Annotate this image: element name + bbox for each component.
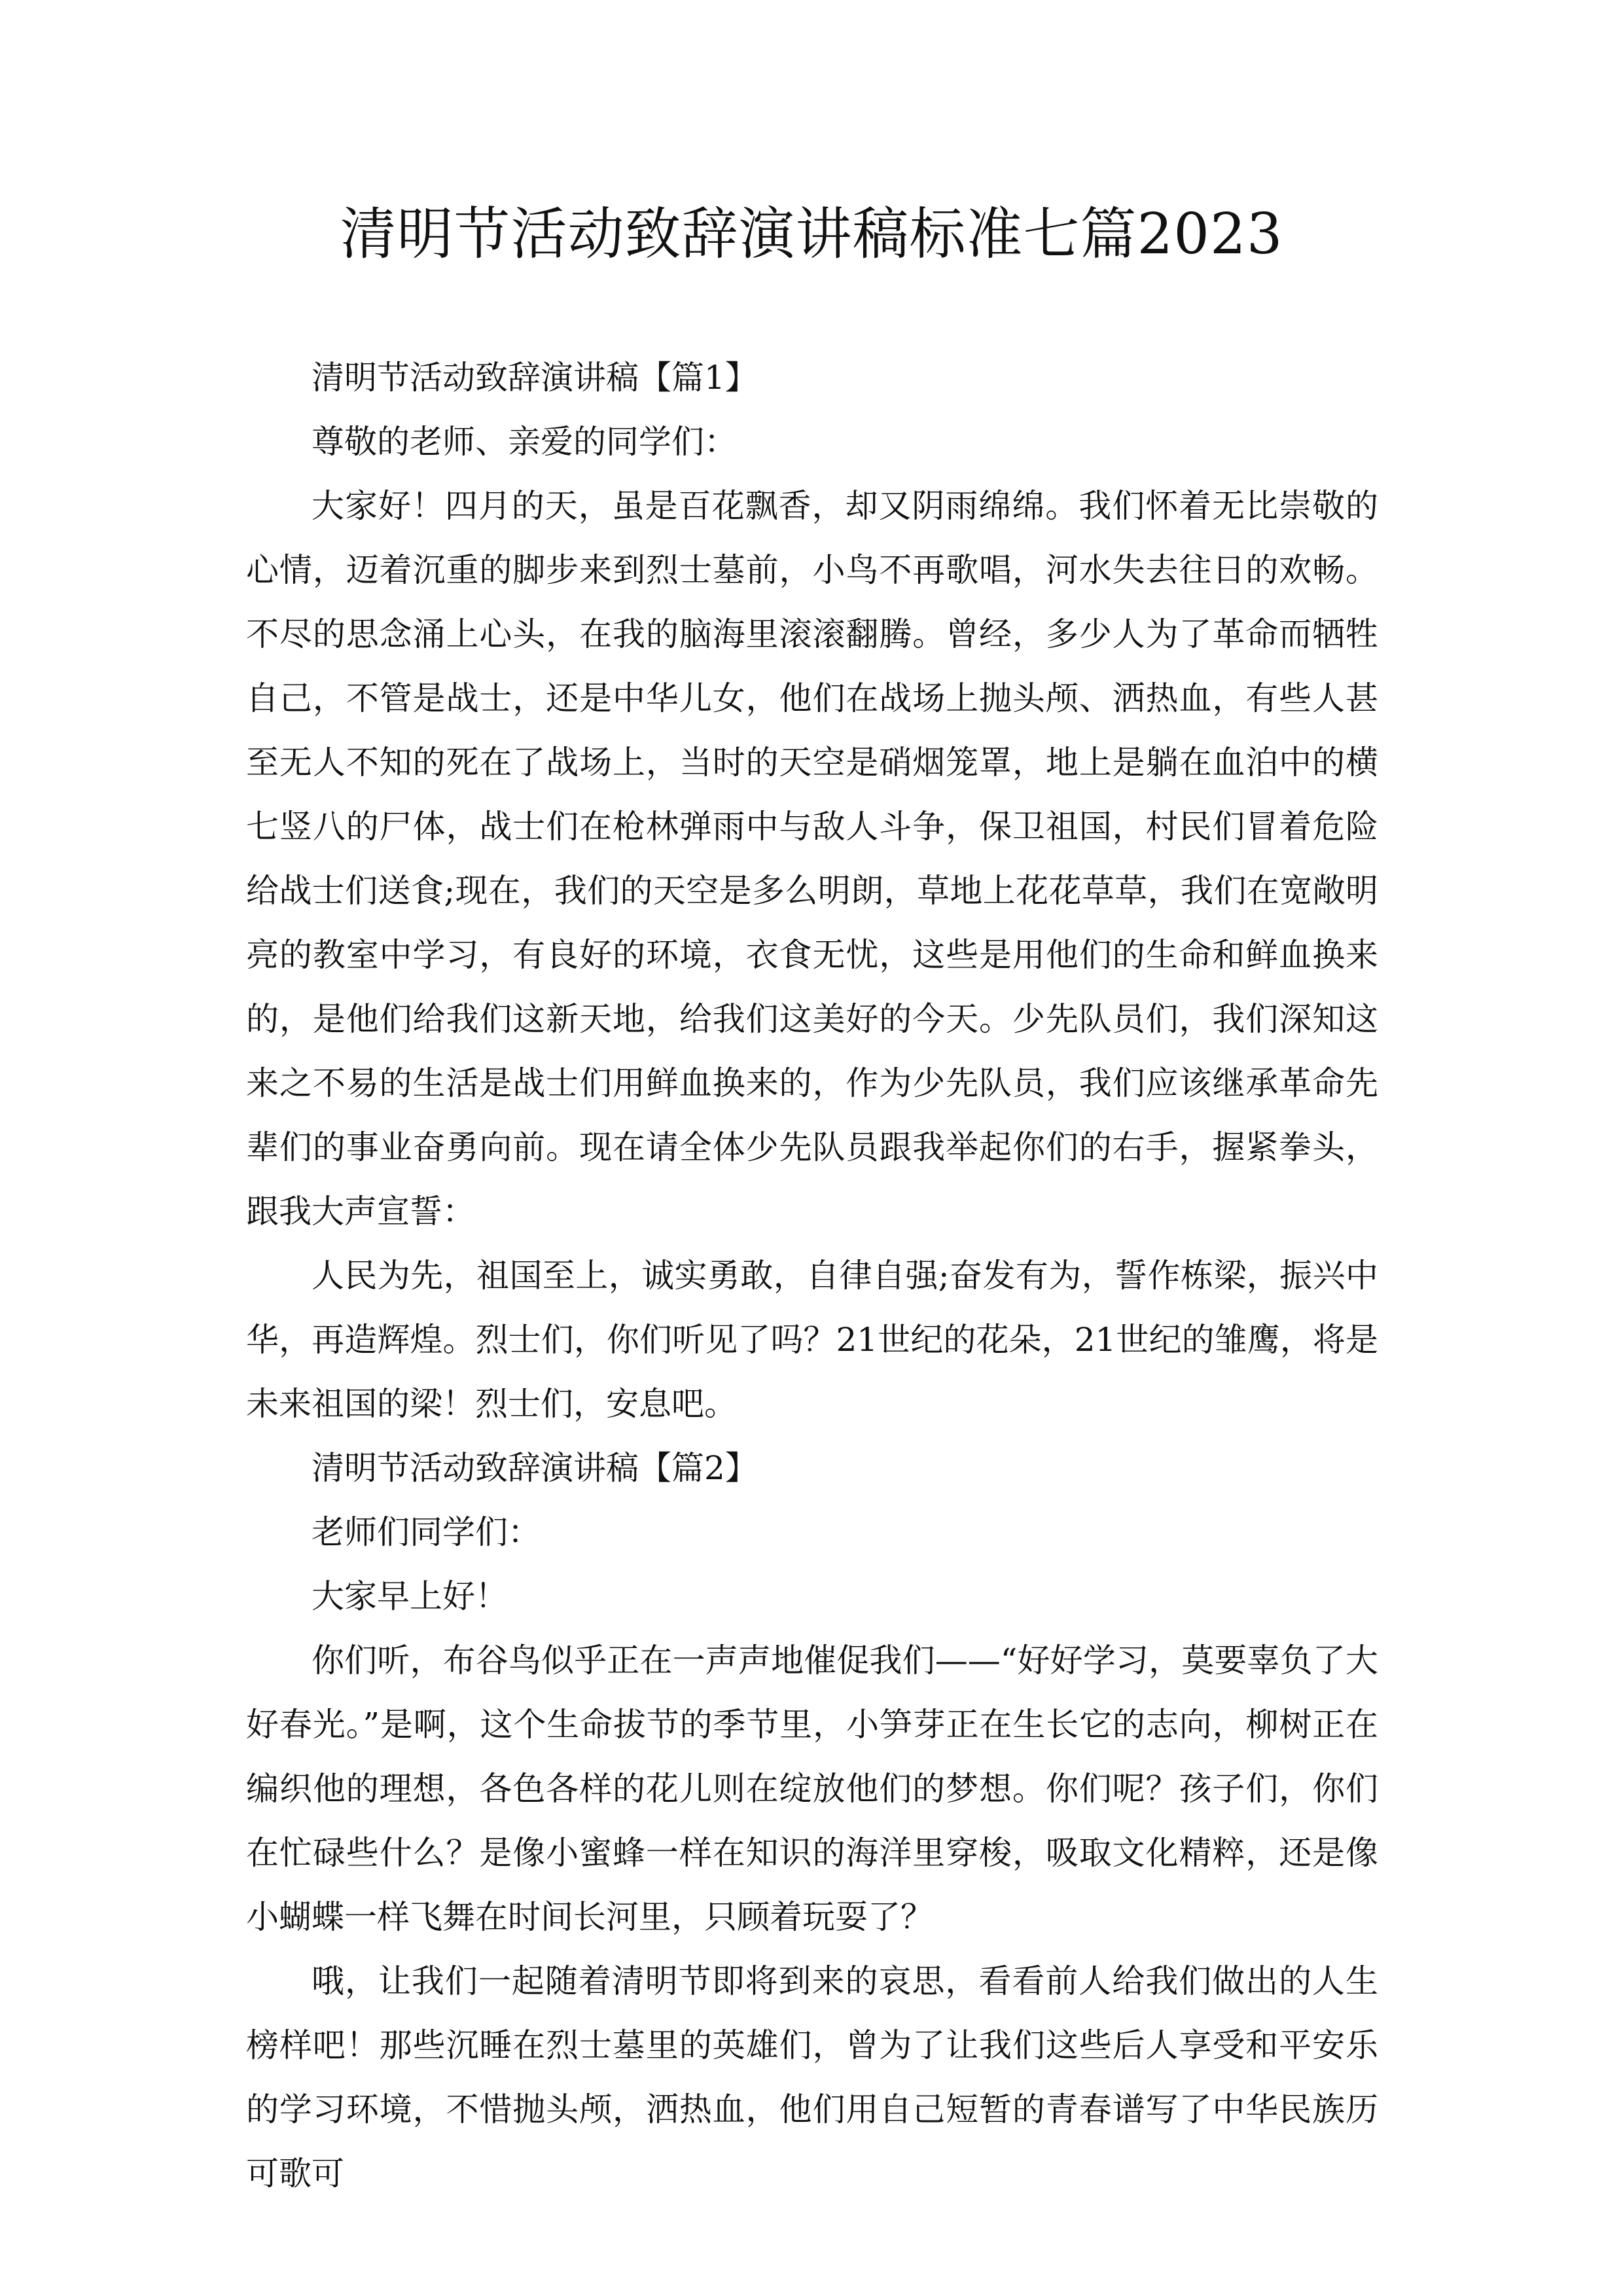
body-paragraph: 哦，让我们一起随着清明节即将到来的哀思，看看前人给我们做出的人生榜样吧！那些沉睡在烈士墓里的英雄们，曾为了让我们这些后人享受和平安乐的学习环境，不惜抛头颅，洒热血，他们用自己短暂的青春谱写了中华民族历可歌可 bbox=[246, 1962, 1378, 2193]
body-paragraph: 大家好！四月的天，虽是百花飘香，却又阴雨绵绵。我们怀着无比崇敬的心情，迈着沉重的脚步来到烈士墓前，小鸟不再歌唱，河水失去往日的欢畅。不尽的思念涌上心头，在我的脑海里滚滚翻腾。曾经，多少人为了革命而牺牲自己，不管是战士，还是中华儿女，他们在战场上抛头颅、洒热血，有些人甚至无人不知的死在了战场上，当时的天空是硝烟笼罩，地上是躺在血泊中的横七竖八的尸体，战士们在枪林弹雨中与敌人斗争，保卫祖国，村民们冒着危险给战士们送食;现在，我们的天空是多么明朗，草地上花花草草，我们在宽敞明亮的教室中学习，有良好的环境，衣食无忧，这些是用他们的生命和鲜血换来的，是他们给我们这新天地，给我们这美好的今天。少先队员们，我们深知这来之不易的生活是战士们用鲜血换来的，作为少先队员，我们应该继承革命先辈们的事业奋勇向前。现在请全体少先队员跟我举起你们的右手，握紧拳头，跟我大声宣誓： bbox=[246, 487, 1378, 1230]
greeting: 大家早上好！ bbox=[312, 1577, 508, 1615]
section-heading-1: 清明节活动致辞演讲稿【篇1】 bbox=[312, 359, 758, 397]
document-title: 清明节活动致辞演讲稿标准七篇2023 bbox=[340, 202, 1283, 267]
document-body bbox=[246, 346, 1378, 2206]
salutation-2: 老师们同学们： bbox=[312, 1513, 541, 1551]
body-paragraph: 你们听，布谷鸟似乎正在一声声地催促我们——“好好学习，莫要辜负了大好春光。”是啊，这个生命拔节的季节里，小笋芽正在生长它的志向，柳树正在编织他的理想，各色各样的花儿则在绽放他们的梦想。你们呢？孩子们，你们在忙碌些什么？是像小蜜蜂一样在知识的海洋里穿梭，吸取文化精粹，还是像小蝴蝶一样飞舞在时间长河里，只顾着玩耍了？ bbox=[246, 1641, 1378, 1936]
body-paragraph: 人民为先，祖国至上，诚实勇敢，自律自强;奋发有为，誓作栋梁，振兴中华，再造辉煌。烈士们，你们听见了吗？21世纪的花朵，21世纪的雏鹰，将是未来祖国的梁！烈士们，安息吧。 bbox=[246, 1257, 1378, 1423]
section-heading-2: 清明节活动致辞演讲稿【篇2】 bbox=[312, 1449, 758, 1487]
salutation-1: 尊敬的老师、亲爱的同学们： bbox=[312, 423, 737, 461]
